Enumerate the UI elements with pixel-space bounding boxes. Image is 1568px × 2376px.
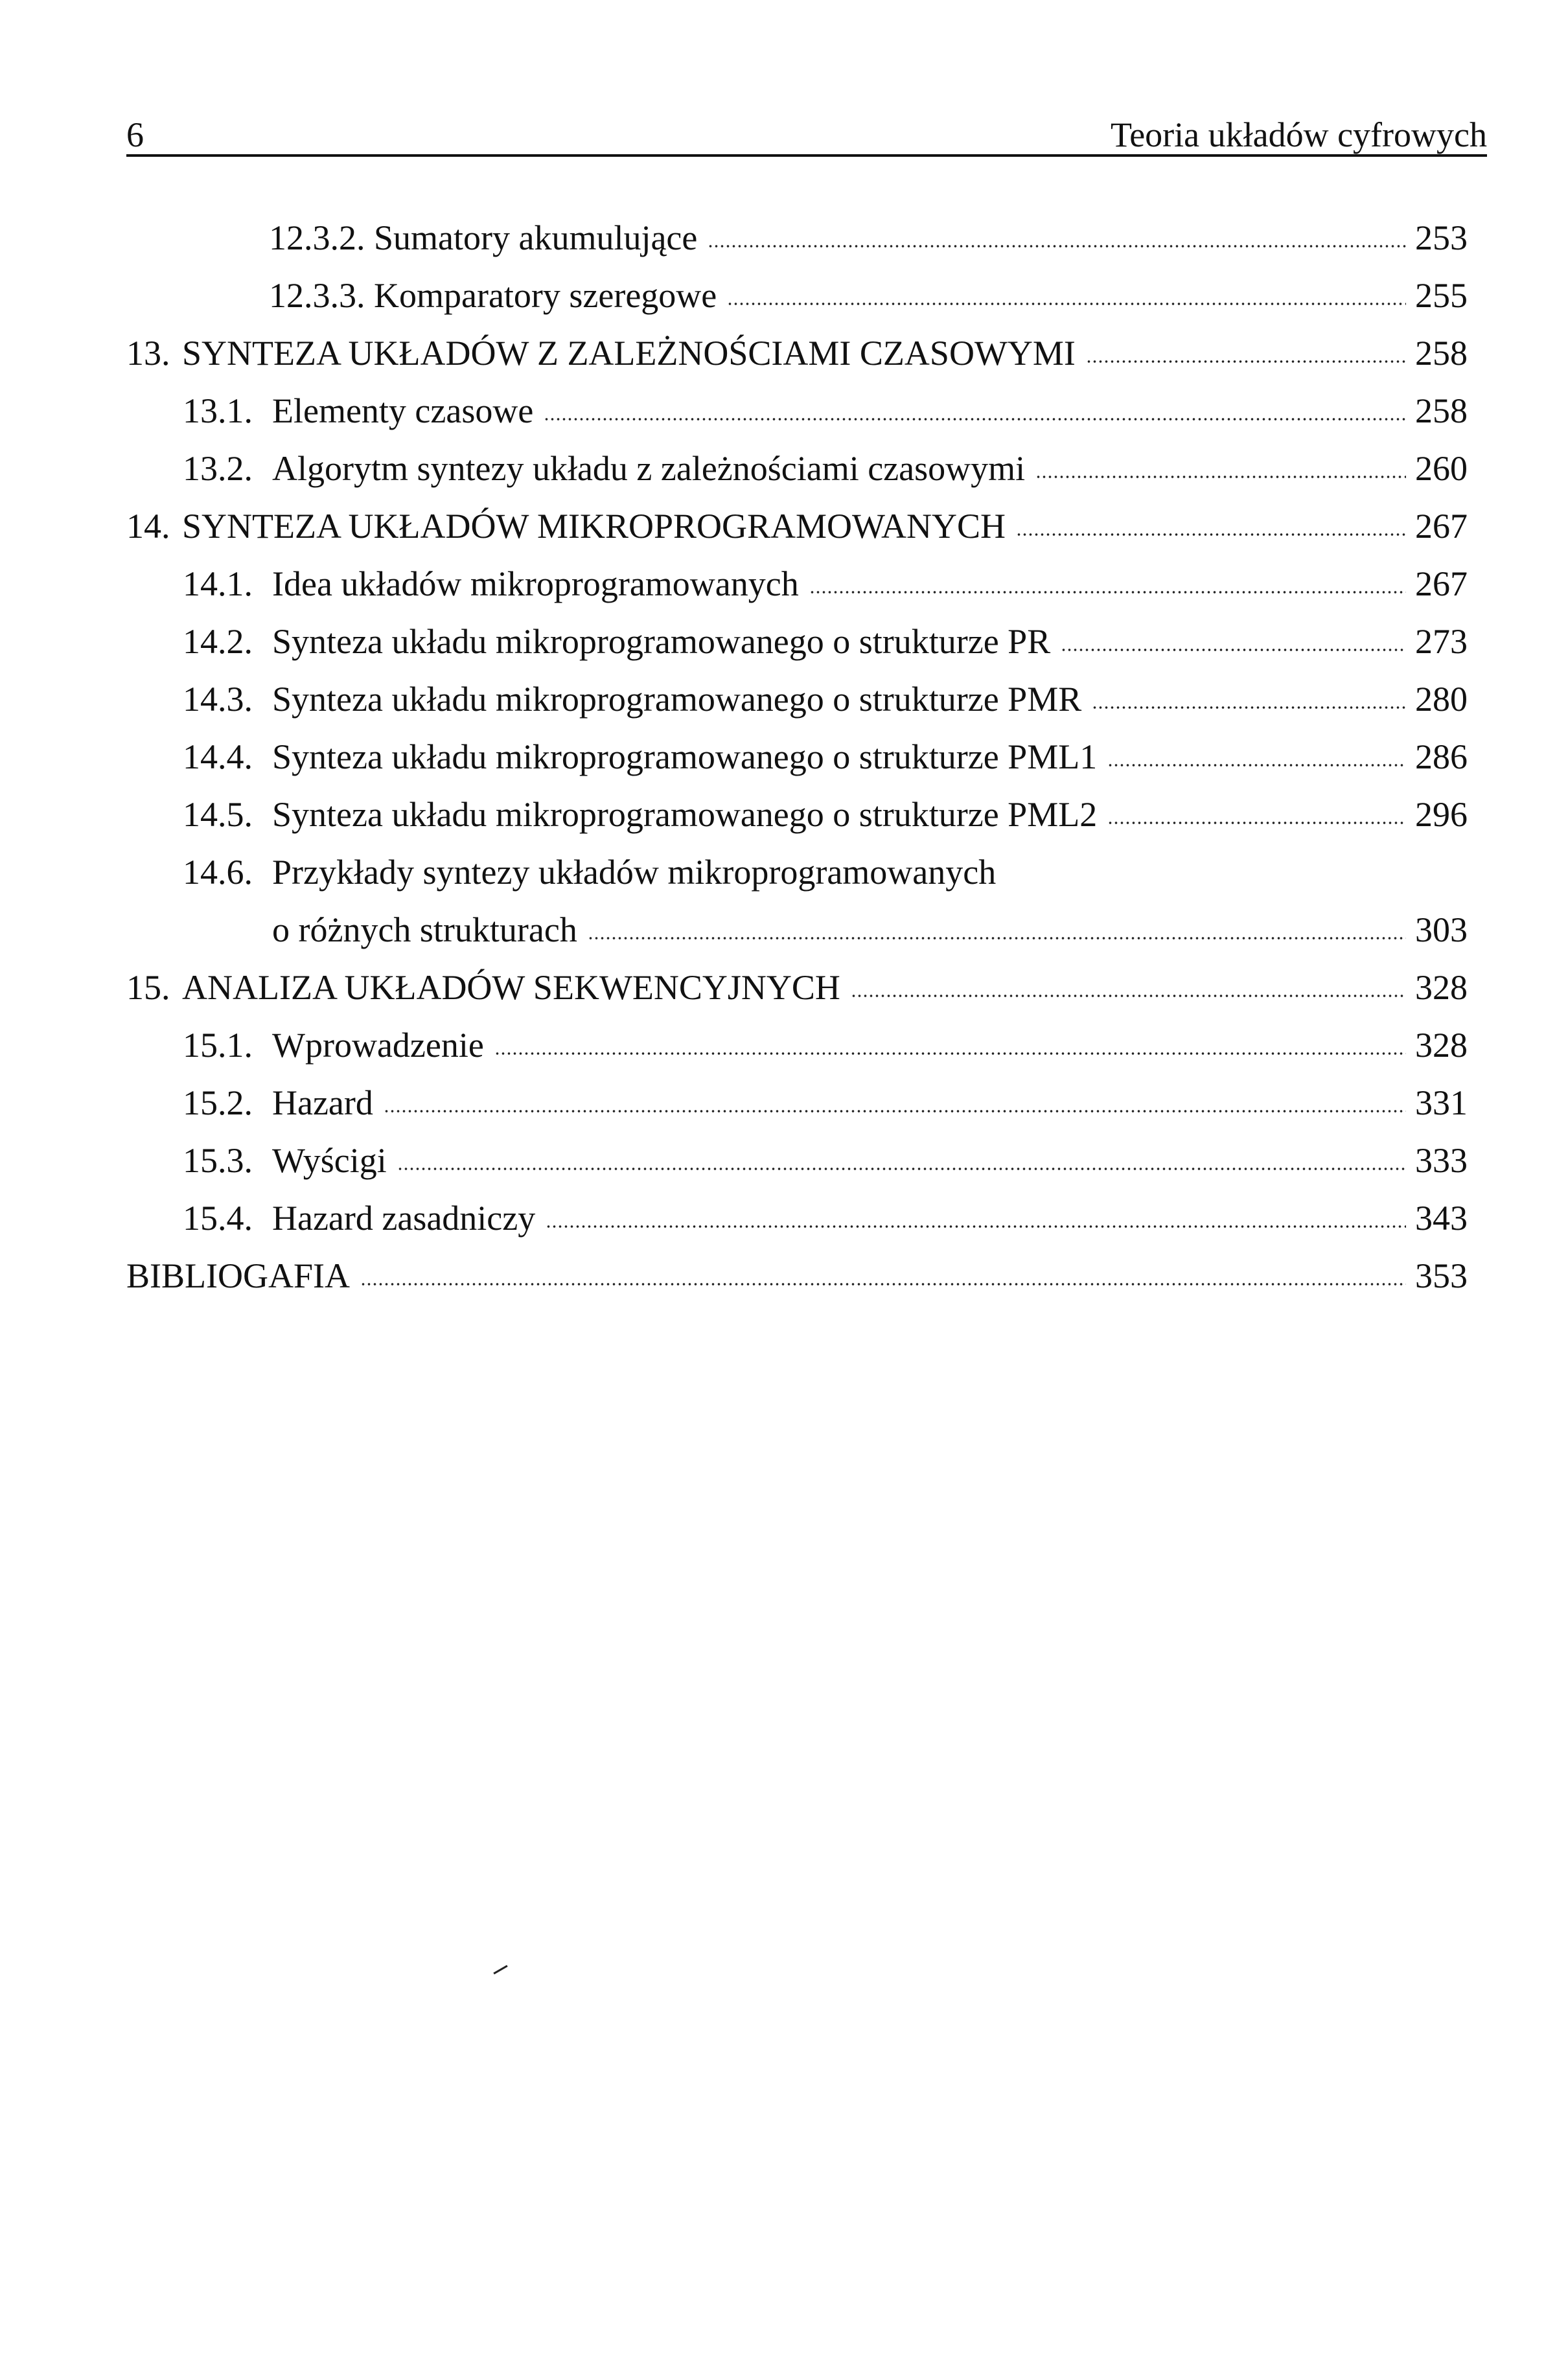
leader-dots: [360, 1276, 1406, 1286]
toc-entry: [183, 558, 1468, 610]
toc-entry: [126, 962, 1468, 1013]
running-title: Teoria układów cyfrowych: [1110, 115, 1487, 154]
toc-entry: [126, 327, 1468, 379]
toc-page: 303: [1415, 910, 1468, 949]
toc-title: [365, 212, 375, 264]
toc-entry: [183, 443, 1468, 494]
toc-title: Synteza układu mikroprogramowanego o strukturze PML1: [272, 737, 1098, 776]
toc-title: Wprowadzenie: [272, 1026, 484, 1065]
leader-dots: [1035, 468, 1406, 479]
leader-dots: [397, 1160, 1406, 1171]
toc-title: Synteza układu mikroprogramowanego o strukturze PR: [272, 622, 1051, 661]
toc-entry: [126, 500, 1468, 552]
toc-page: 328: [1415, 1026, 1468, 1065]
toc-page: 328: [1415, 968, 1468, 1007]
toc-number: 14.6.: [183, 853, 253, 892]
toc-title: ANALIZA UKŁADÓW SEKWENCYJNYCH: [182, 968, 840, 1007]
leader-dots: [1092, 699, 1406, 709]
toc-number: 14.1.: [183, 564, 253, 603]
toc-number: 14.2.: [183, 622, 253, 661]
leader-dots: [708, 238, 1406, 248]
toc-entry: [183, 1019, 1468, 1071]
toc-number: 14.3.: [183, 680, 253, 719]
toc-entry: [183, 616, 1468, 667]
toc-page: 280: [1415, 680, 1468, 719]
toc-page: 331: [1415, 1083, 1468, 1122]
toc-page: 258: [1415, 334, 1468, 373]
toc-number: 13.2.: [183, 449, 253, 488]
leader-dots: [588, 930, 1406, 940]
leader-dots: [1086, 353, 1406, 363]
toc-page: 343: [1415, 1199, 1468, 1238]
toc-title: Hazard: [272, 1083, 373, 1122]
toc-number: 15.3.: [183, 1141, 253, 1180]
page-number: 6: [126, 115, 144, 154]
toc-page: 273: [1415, 622, 1468, 661]
toc-page: 353: [1415, 1256, 1468, 1295]
toc-page: 258: [1415, 391, 1468, 430]
toc-entry: [269, 270, 1468, 321]
toc-title: BIBLIOGAFIA: [126, 1256, 350, 1295]
toc-title: Algorytm syntezy układu z zależnościami czasowymi: [272, 449, 1026, 488]
toc-entry: [183, 846, 1468, 898]
toc-title: Sumatory akumulujące: [374, 218, 698, 257]
toc-page: 255: [1415, 276, 1468, 315]
scan-mark: [493, 1965, 509, 1978]
toc-title: Idea układów mikroprogramowanych: [272, 564, 799, 603]
toc-title: SYNTEZA UKŁADÓW MIKROPROGRAMOWANYCH: [182, 507, 1006, 546]
leader-dots: [809, 584, 1406, 594]
page-header: [126, 109, 1487, 161]
header-rule: [126, 154, 1487, 157]
toc-entry: [126, 1250, 1468, 1302]
toc-entry: [183, 385, 1468, 437]
leader-dots: [384, 1103, 1406, 1113]
toc-number: 15.4.: [183, 1199, 253, 1238]
toc-title: Komparatory szeregowe: [374, 276, 717, 315]
toc-title: [365, 270, 375, 321]
leader-dots: [1107, 814, 1406, 825]
toc-title: Przykłady syntezy układów mikroprogramowanych: [272, 853, 997, 892]
toc-title: Elementy czasowe: [272, 391, 534, 430]
toc-page: 296: [1415, 795, 1468, 834]
toc-title: 12.3.3.: [269, 276, 365, 315]
toc-title: Hazard zasadniczy: [272, 1199, 536, 1238]
toc-entry: [183, 673, 1468, 725]
leader-spacer: [1006, 872, 1458, 882]
toc-number: 15.: [126, 968, 170, 1007]
toc-entry: [183, 1135, 1468, 1186]
leader-dots: [851, 987, 1406, 998]
leader-dots: [546, 1218, 1406, 1228]
toc-number: 13.: [126, 334, 170, 373]
toc-entry: [183, 731, 1468, 783]
toc-page: 267: [1415, 564, 1468, 603]
leader-dots: [1016, 526, 1406, 536]
toc-entry: [269, 212, 1468, 264]
toc-entry: [183, 789, 1468, 840]
toc-page: 260: [1415, 449, 1468, 488]
toc-entry: [272, 904, 1468, 956]
toc-title: Wyścigi: [272, 1141, 387, 1180]
toc-title: Synteza układu mikroprogramowanego o strukturze PML2: [272, 795, 1098, 834]
leader-dots: [544, 411, 1406, 421]
toc-number: 15.2.: [183, 1083, 253, 1122]
toc-number: 13.1.: [183, 391, 253, 430]
toc-page: 333: [1415, 1141, 1468, 1180]
leader-dots: [1061, 641, 1406, 652]
toc-entry: [183, 1192, 1468, 1244]
toc-page: 267: [1415, 507, 1468, 546]
toc-number: 14.4.: [183, 737, 253, 776]
toc-number: 14.: [126, 507, 170, 546]
leader-dots: [727, 295, 1406, 306]
leader-dots: [494, 1045, 1406, 1055]
toc-number: 14.5.: [183, 795, 253, 834]
toc-title: SYNTEZA UKŁADÓW Z ZALEŻNOŚCIAMI CZASOWYMI: [182, 334, 1076, 373]
toc-page: 286: [1415, 737, 1468, 776]
toc-title: 12.3.2.: [269, 218, 365, 257]
toc-number: 15.1.: [183, 1026, 253, 1065]
toc-page: 253: [1415, 218, 1468, 257]
leader-dots: [1107, 757, 1406, 767]
toc-title: Synteza układu mikroprogramowanego o strukturze PMR: [272, 680, 1082, 719]
toc-title: o różnych strukturach: [272, 910, 577, 949]
toc-entry: [183, 1077, 1468, 1129]
